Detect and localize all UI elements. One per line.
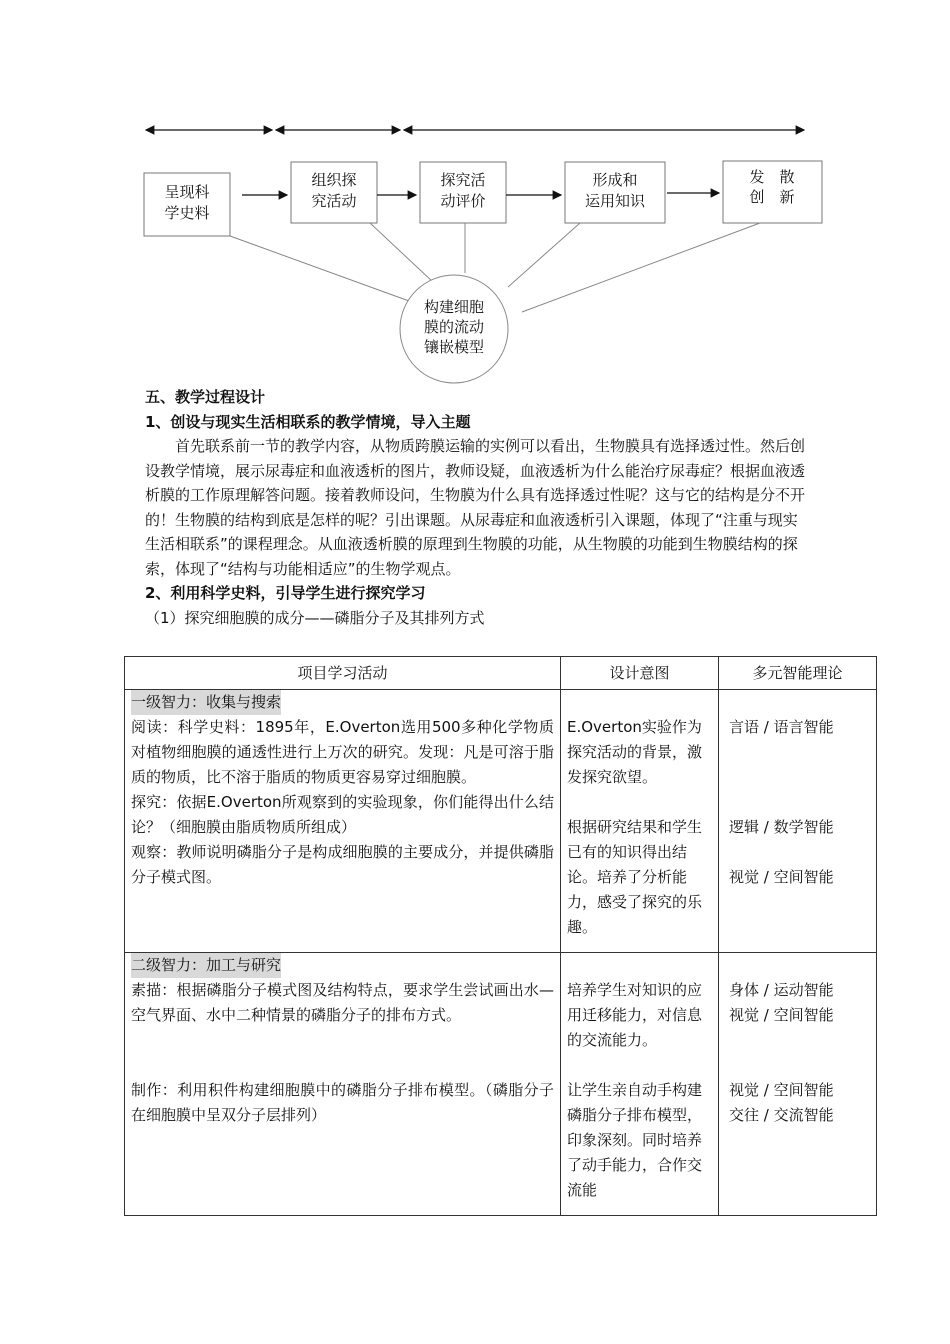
row1-intent-2: 根据研究结果和学生已有的知识得出结论。培养了分析能力，感受了探究的乐趣。 <box>567 818 703 936</box>
box-divergent-innovation-line1: 发 散 <box>749 168 795 186</box>
header-theory: 多元智能理论 <box>719 657 877 690</box>
row1-theory-1: 言语 / 语言智能 <box>729 718 834 736</box>
header-intent: 设计意图 <box>561 657 719 690</box>
table-header-row <box>125 657 877 690</box>
row2-activity-sketch: 素描：根据磷脂分子模式图及结构特点，要求学生尝试画出水—空气界面、水中二种情景的磷脂分子的排布方式。 <box>131 981 554 1024</box>
row1-intent-cell <box>561 690 719 953</box>
paragraph-1: 首先联系前一节的教学内容，从物质跨膜运输的实例可以看出，生物膜具有选择透过性。然后创设教学情境，展示尿毒症和血液透析的图片，教师设疑，血液透析为什么能治疗尿毒症？根据血液透析膜的工作原理解答问题。接着教师设问，生物膜为什么具有选择透过性呢？这与它的结构是分不开的！生物膜的结构到底是怎样的呢？引出课题。从尿毒症和血液透析引入课题，体现了“注重与现实生活相联系”的课程理念。从血液透析膜的原理到生物膜的功能，从生物膜的功能到生物膜结构的探索，体现了“结构与功能相适应”的生物学观点。 <box>145 437 806 578</box>
box-present-history-line1: 呈现科 <box>164 183 210 201</box>
table-row <box>125 690 877 953</box>
subsection-1-title: 1、创设与现实生活相联系的教学情境，导入主题 <box>145 412 471 431</box>
header-activity: 项目学习活动 <box>125 657 561 690</box>
row1-activity-read: 阅读：科学史料：1895年，E.Overton选用500多种化学物质对植物细胞膜的通透性进行上万次的研究。发现：凡是可溶于脂质的物质，比不溶于脂质的物质更容易穿过细胞膜。 <box>131 718 554 786</box>
subsection-2-item: （1）探究细胞膜的成分——磷脂分子及其排列方式 <box>145 608 485 627</box>
center-line1: 构建细胞 <box>423 298 485 316</box>
teaching-flow-diagram <box>0 0 950 390</box>
document-body <box>145 385 810 630</box>
box-divergent-innovation-line2: 创 新 <box>749 188 795 206</box>
row1-theory-2: 逻辑 / 数学智能 <box>729 818 834 836</box>
subsection-2-title: 2、利用科学史料，引导学生进行探究学习 <box>145 584 426 602</box>
row2-activity-cell <box>125 953 561 1216</box>
row1-theory-cell <box>719 690 877 953</box>
row2-intent-2: 让学生亲自动手构建磷脂分子排布模型，印象深刻。同时培养了动手能力，合作交流能 <box>567 1081 703 1199</box>
box-evaluate-inquiry-line1: 探究活 <box>440 171 486 189</box>
box-apply-knowledge-line1: 形成和 <box>592 171 638 189</box>
row2-theory-4: 交往 / 交流智能 <box>729 1106 834 1124</box>
row1-theory-3: 视觉 / 空间智能 <box>729 868 834 886</box>
box-organize-inquiry-line1: 组织探 <box>311 171 357 189</box>
row2-theory-3: 视觉 / 空间智能 <box>729 1081 834 1099</box>
center-line3: 镶嵌模型 <box>423 338 485 356</box>
section-title: 五、教学过程设计 <box>145 388 266 406</box>
row2-intent-cell <box>561 953 719 1216</box>
row2-theory-cell <box>719 953 877 1216</box>
row2-theory-1: 身体 / 运动智能 <box>729 981 834 999</box>
row2-intent-1: 培养学生对知识的应用迁移能力，对信息的交流能力。 <box>567 981 703 1049</box>
box-organize-inquiry-line2: 究活动 <box>311 192 357 210</box>
box-evaluate-inquiry-line2: 动评价 <box>440 192 486 210</box>
row2-activity-make: 制作：利用积件构建细胞膜中的磷脂分子排布模型。（磷脂分子在细胞膜中呈双分子层排列） <box>131 1081 554 1124</box>
row2-theory-2: 视觉 / 空间智能 <box>729 1006 834 1024</box>
table-row <box>125 953 877 1216</box>
activity-table <box>124 656 877 1216</box>
row1-intent-1: E.Overton实验作为探究活动的背景，激发探究欲望。 <box>567 718 703 786</box>
center-line2: 膜的流动 <box>423 318 485 336</box>
row1-activity-observe: 观察：教师说明磷脂分子是构成细胞膜的主要成分，并提供磷脂分子模式图。 <box>131 843 554 886</box>
box-present-history-line2: 学史料 <box>164 204 210 222</box>
row1-activity-cell <box>125 690 561 953</box>
box-apply-knowledge-line2: 运用知识 <box>584 192 646 210</box>
row1-activity-explore: 探究：依据E.Overton所观察到的实验现象，你们能得出什么结论？（细胞膜由脂质物质所组成） <box>131 793 554 836</box>
row2-level-label: 二级智力：加工与研究 <box>131 953 281 978</box>
row1-level-label: 一级智力：收集与搜索 <box>131 690 281 715</box>
